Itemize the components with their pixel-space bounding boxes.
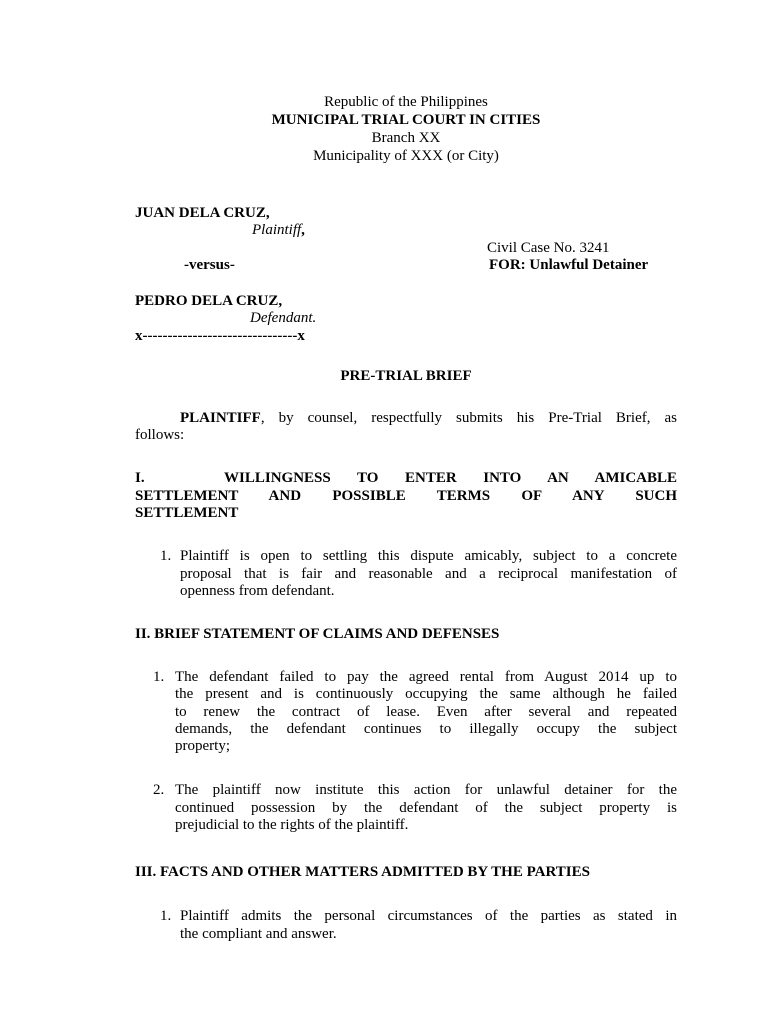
- plaintiff-label: [252, 222, 305, 239]
- section2-item1-line2: the present and is continuously occupying the same although he failed: [175, 686, 677, 702]
- section2-item2-line2: continued possession by the defendant of the subject property is: [175, 800, 677, 816]
- section2-item1-line1: The defendant failed to pay the agreed rental from August 2014 up to: [175, 669, 677, 685]
- case-nature: FOR: Unlawful Detainer: [489, 257, 649, 273]
- section3-heading: III. FACTS AND OTHER MATTERS ADMITTED BY THE PARTIES: [135, 864, 590, 880]
- plaintiff-label-text: Plaintiff: [252, 222, 302, 238]
- section1-item1-line2: proposal that is fair and reasonable and a reciprocal manifestation of: [180, 566, 677, 582]
- section2-item2-number: 2.: [153, 782, 165, 798]
- intro-lead: PLAINTIFF: [180, 410, 261, 426]
- section2-item1-line5: property;: [175, 738, 230, 754]
- section3-item1-number: 1.: [160, 908, 172, 924]
- section1-item1-line3: openness from defendant.: [180, 583, 335, 599]
- intro-rest: , by counsel, respectfully submits his Pre-Trial Brief, as: [260, 410, 677, 426]
- caption-separator: x-------------------------------x: [135, 328, 305, 344]
- plaintiff-name: JUAN DELA CRUZ,: [135, 205, 270, 221]
- republic-line: Republic of the Philippines: [324, 94, 488, 110]
- section2-item2-line3: prejudicial to the rights of the plaintiff.: [175, 817, 409, 833]
- section2-item1-line3: to renew the contract of lease. Even after several and repeated: [175, 704, 677, 720]
- plaintiff-label-comma: ,: [301, 222, 305, 238]
- section3-item1-line2: the compliant and answer.: [180, 926, 337, 942]
- defendant-name: PEDRO DELA CRUZ,: [135, 293, 283, 309]
- section1-item1-line1: Plaintiff is open to settling this dispute amicably, subject to a concrete: [180, 548, 677, 564]
- section1-item1-number: 1.: [160, 548, 172, 564]
- section2-item1-number: 1.: [153, 669, 165, 685]
- intro-paragraph-line2: follows:: [135, 427, 185, 443]
- section1-heading-line2: SETTLEMENT AND POSSIBLE TERMS OF ANY SUCH: [135, 488, 677, 504]
- section1-heading-line1: I. WILLINGNESS TO ENTER INTO AN AMICABLE: [135, 470, 677, 486]
- defendant-label: Defendant.: [250, 310, 317, 326]
- municipality-line: Municipality of XXX (or City): [313, 148, 499, 164]
- document-title: PRE-TRIAL BRIEF: [340, 368, 472, 384]
- case-number: Civil Case No. 3241: [487, 240, 610, 256]
- branch-line: Branch XX: [371, 130, 441, 146]
- section2-heading: II. BRIEF STATEMENT OF CLAIMS AND DEFENSES: [135, 626, 500, 642]
- section3-item1-line1: Plaintiff admits the personal circumstances of the parties as stated in: [180, 908, 677, 924]
- versus-label: -versus-: [184, 257, 235, 273]
- section2-item1-line4: demands, the defendant continues to illegally occupy the subject: [175, 721, 677, 737]
- section2-item2-line1: The plaintiff now institute this action for unlawful detainer for the: [175, 782, 677, 798]
- intro-paragraph-line1: [135, 410, 677, 427]
- court-name: MUNICIPAL TRIAL COURT IN CITIES: [271, 112, 541, 128]
- section1-heading-line3: SETTLEMENT: [135, 505, 239, 521]
